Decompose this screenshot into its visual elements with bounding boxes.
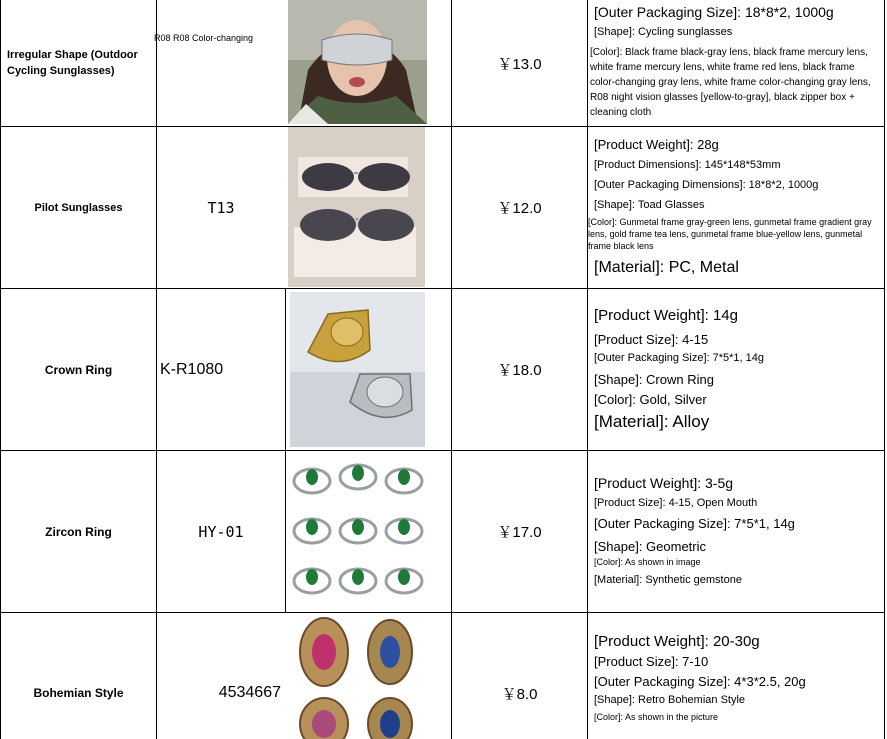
detail-line: [Color]: Gold, Silver xyxy=(594,392,707,408)
detail-line: [Outer Packaging Size]: 7*5*1, 14g xyxy=(594,516,795,532)
detail-line: [Color]: Gunmetal frame gray-green lens, gunmetal frame gradient gray lens, gold frame tea lens, gunmetal frame blue-yellow lens, gunmetal frame black lens xyxy=(588,217,872,252)
product-details xyxy=(588,289,884,450)
product-details xyxy=(588,451,884,612)
detail-line: [Product Size]: 4-15 xyxy=(594,332,709,347)
detail-line: [Shape]: Toad Glasses xyxy=(594,198,705,211)
detail-line: [Outer Packaging Size]: 7*5*1, 14g xyxy=(594,352,764,365)
product-code: R08 R08 Color-changing xyxy=(154,33,254,43)
product-code: 4534667 xyxy=(218,684,281,701)
detail-line: [Outer Packaging Size]: 4*3*2.5, 20g xyxy=(594,674,806,689)
product-price: ￥13.0 xyxy=(497,55,542,73)
product-code: HY-01 xyxy=(198,522,244,541)
product-name: Pilot Sunglasses xyxy=(34,201,123,214)
detail-line: [Material]: Synthetic gemstone xyxy=(594,574,742,587)
product-code: T13 xyxy=(207,198,235,217)
detail-line: [Material]: Alloy xyxy=(594,411,710,431)
product-code: K-R1080 xyxy=(160,360,224,378)
product-price: ￥8.0 xyxy=(501,685,538,703)
detail-line: [Product Size]: 4-15, Open Mouth xyxy=(594,496,758,509)
detail-line: [Product Dimensions]: 145*148*53mm xyxy=(594,159,781,171)
product-price: ￥12.0 xyxy=(497,200,542,217)
pilot-sunglasses-icon xyxy=(288,127,425,287)
green-zircon-rings-icon xyxy=(288,455,427,610)
grid-line xyxy=(884,0,885,739)
detail-line: [Outer Packaging Dimensions]: 18*8*2, 1000g xyxy=(594,178,819,191)
product-name: Crown Ring xyxy=(44,362,113,377)
detail-line: [Color]: As shown in the picture xyxy=(594,712,719,722)
detail-line: [Color]: Black frame black-gray lens, black frame mercury lens, white frame mercury lens, white frame red lens, black frame color-changing gray lens, white frame color-changing gray lens, R08 night vision glasses [yellow-to-gray], black zipper box + cleaning cloth xyxy=(590,47,871,119)
detail-line: [Product Weight]: 20-30g xyxy=(594,633,760,650)
detail-line: [Shape]: Crown Ring xyxy=(594,372,714,387)
woman-wearing-shield-sunglasses-icon xyxy=(288,0,427,124)
detail-line: [Outer Packaging Size]: 18*8*2, 1000g xyxy=(594,4,834,20)
product-photo xyxy=(290,614,425,739)
detail-line: [Product Weight]: 14g xyxy=(594,307,738,325)
detail-line: [Shape]: Retro Bohemian Style xyxy=(594,694,746,707)
detail-line: [Product Weight]: 3-5g xyxy=(594,475,734,492)
product-photo xyxy=(290,292,425,447)
detail-line: [Material]: PC, Metal xyxy=(594,259,739,277)
product-price: ￥18.0 xyxy=(497,362,542,379)
product-details xyxy=(588,127,884,288)
product-photo xyxy=(288,0,427,124)
product-details xyxy=(588,0,884,126)
product-price: ￥17.0 xyxy=(497,524,542,541)
detail-line: [Shape]: Cycling sunglasses xyxy=(594,25,733,38)
detail-line: [Product Weight]: 28g xyxy=(594,136,719,152)
product-name: Irregular Shape (Outdoor Cycling Sunglasses) xyxy=(7,49,138,77)
detail-line: [Product Size]: 7-10 xyxy=(594,653,709,669)
product-photo xyxy=(288,455,427,610)
product-name: Bohemian Style xyxy=(33,686,124,700)
product-photo xyxy=(288,127,425,287)
product-details xyxy=(588,613,884,739)
product-name: Zircon Ring xyxy=(45,524,112,539)
bohemian-rings-icon xyxy=(290,614,425,739)
detail-line: [Color]: As shown in image xyxy=(594,556,701,567)
crown-rings-icon xyxy=(290,292,425,447)
detail-line: [Shape]: Geometric xyxy=(594,538,706,554)
